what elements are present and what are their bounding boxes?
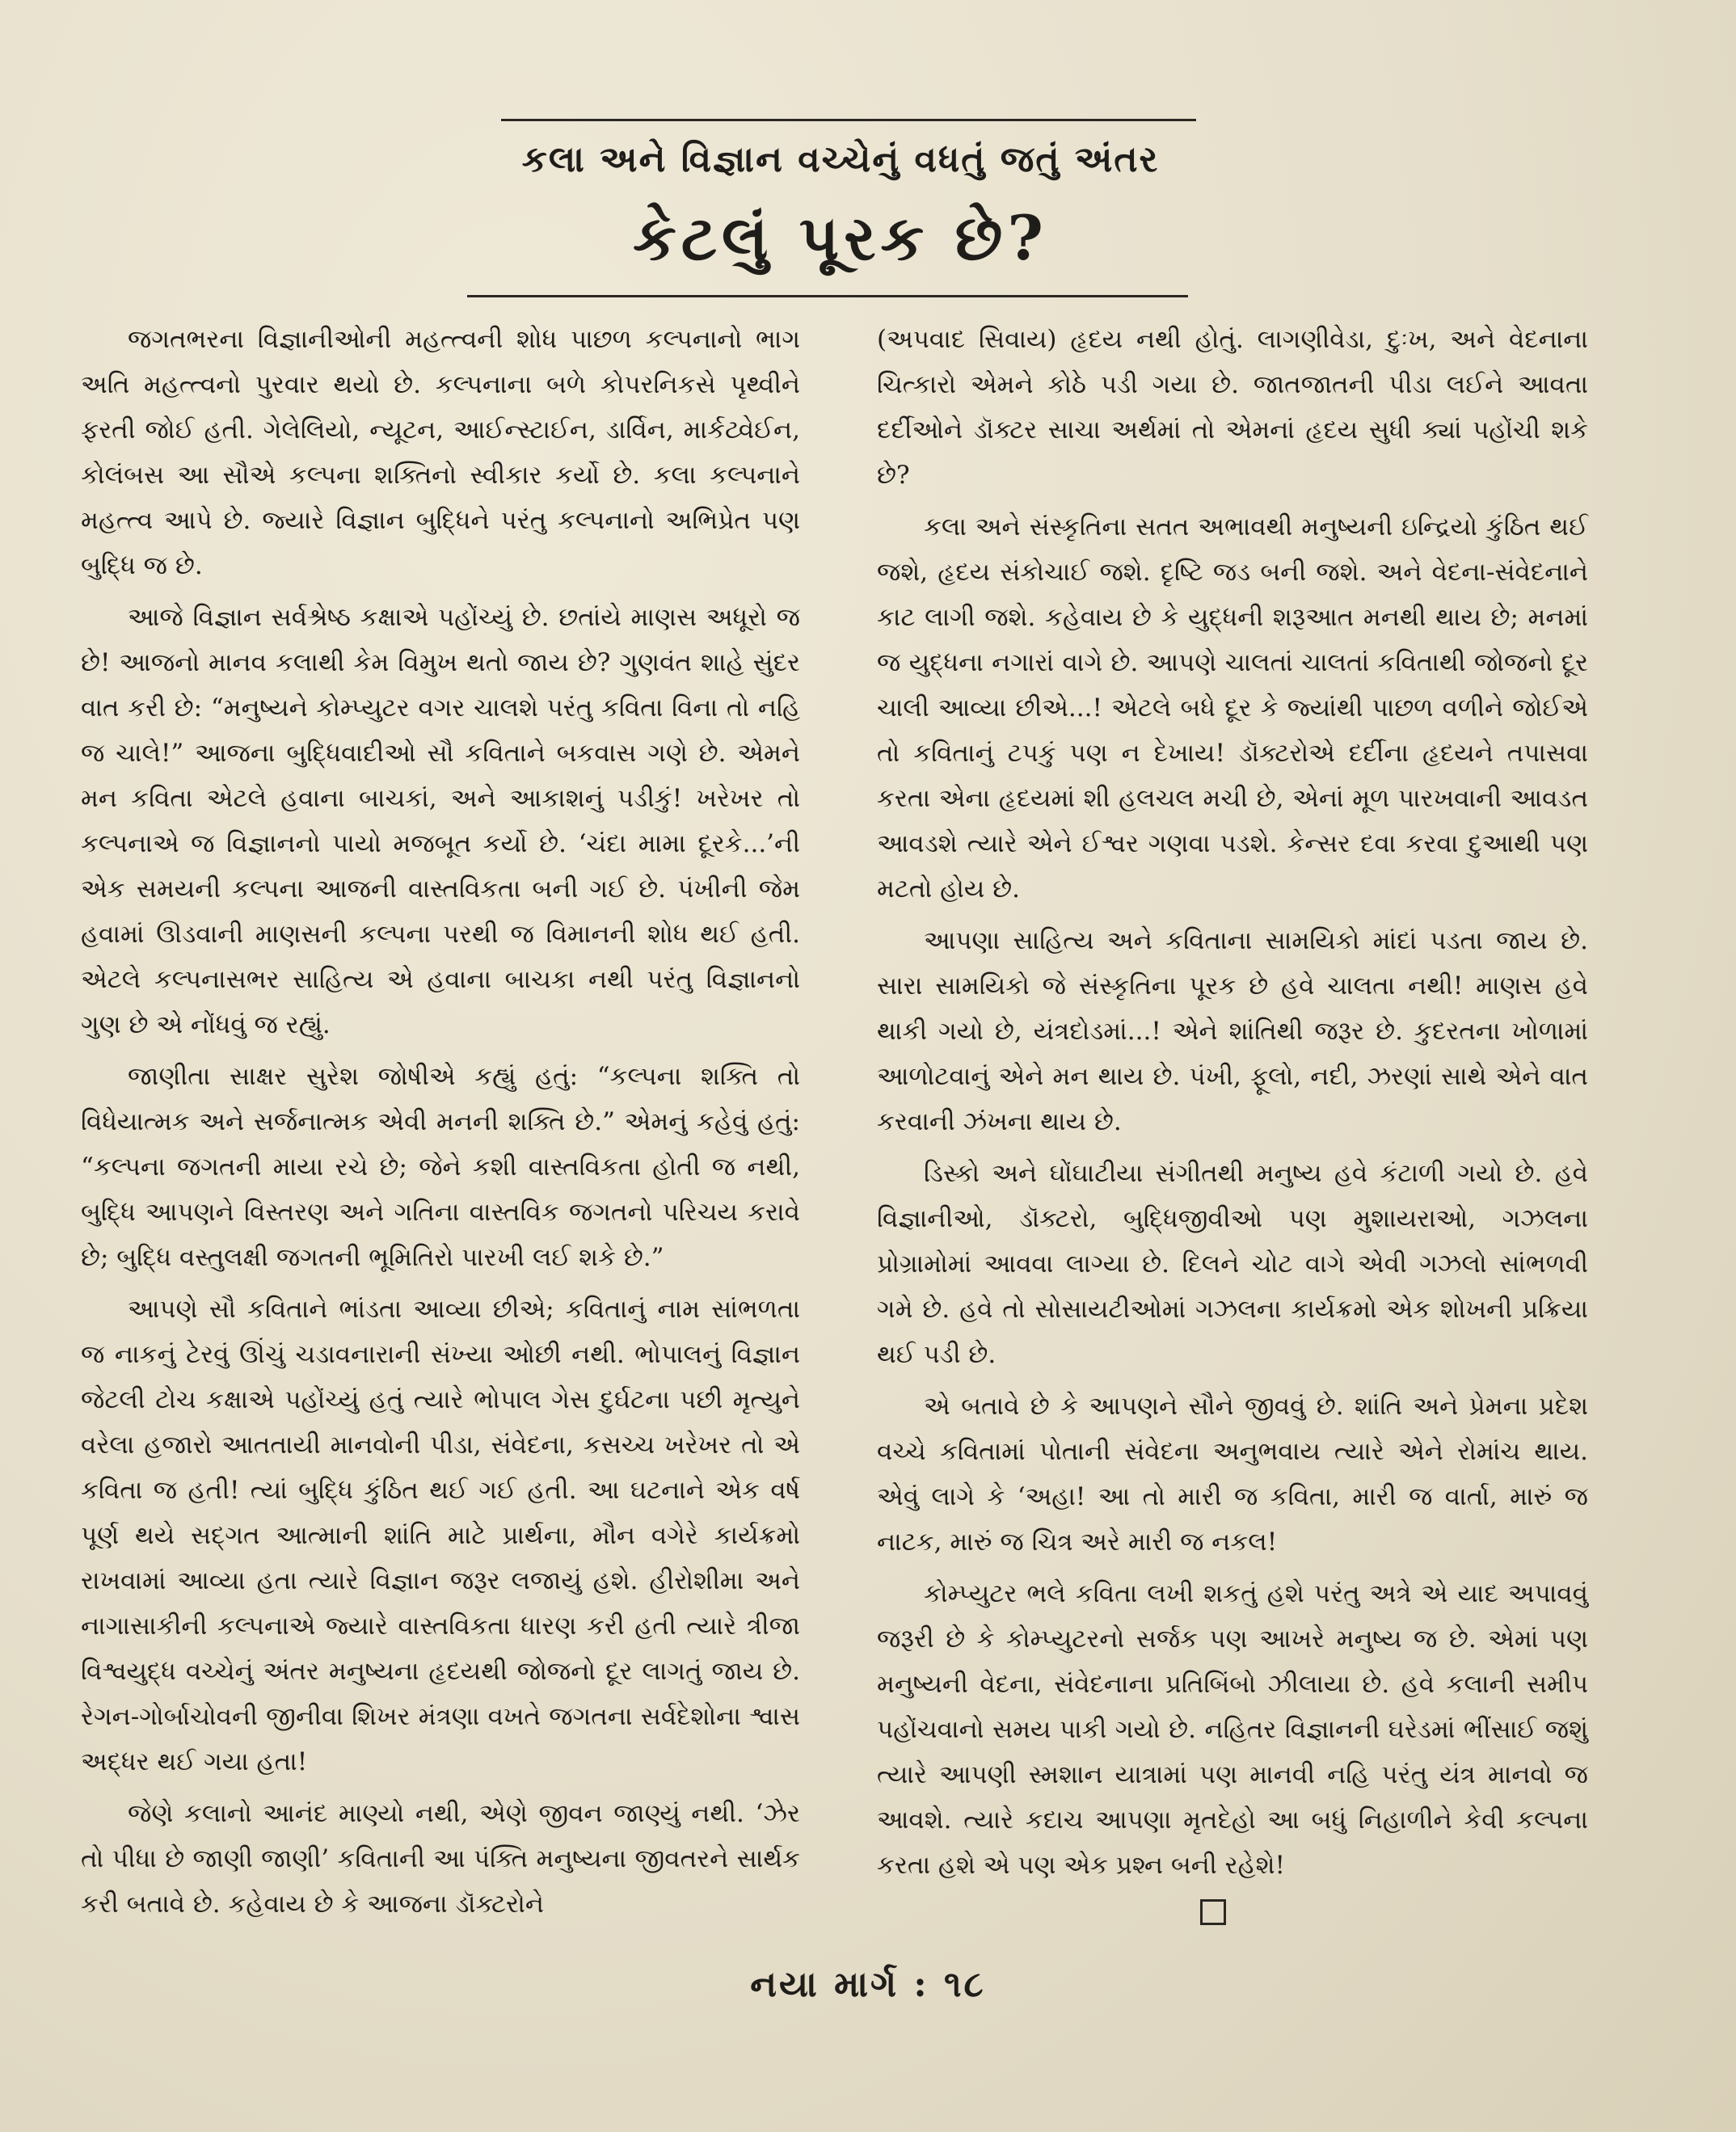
paragraph: ડિસ્કો અને ઘોંઘાટીયા સંગીતથી મનુષ્ય હવે કંટાળી ગયો છે. હવે વિજ્ઞાનીઓ, ડૉક્ટરો, બુદ્ધિજીવીઓ પણ મુશાયરાઓ, ગઝલના પ્રોગ્રામોમાં આવવા લાગ્યા છે. દિલને ચોટ વાગે એવી ગઝલો સાંભળવી ગમે છે. હવે તો સોસાયટીઓમાં ગઝલના કાર્યક્રમો એક શોખની પ્રક્રિયા થઈ પડી છે. <box>877 1159 1588 1369</box>
page-footer: નયા માર્ગ : ૧૮ <box>750 1964 986 2005</box>
paragraph: આજે વિજ્ઞાન સર્વશ્રેષ્ઠ કક્ષાએ પહોંચ્યું છે. છતાંયે માણસ અધૂરો જ છે! આજનો માનવ કલાથી કેમ વિમુખ થતો જાય છે? ગુણવંત શાહે સુંદર વાત કરી છે: “મનુષ્યને કોમ્પ્યુટર વગર ચાલશે પરંતુ કવિતા વિના તો નહિ જ ચાલે!” આજના બુદ્ધિવાદીઓ સૌ કવિતાને બકવાસ ગણે છે. એમને મન કવિતા એટલે હવાના બાચકાં, અને આકાશનું પડીકું! ખરેખર તો કલ્પનાએ જ વિજ્ઞાનનો પાયો મજબૂત કર્યો છે. ‘ચંદા મામા દૂરકે...’ની એક સમયની કલ્પના આજની વાસ્તવિકતા બની ગઈ છે. પંખીની જેમ હવામાં ઊડવાની માણસની કલ્પના પરથી જ વિમાનની શોધ થઈ હતી. એટલે કલ્પનાસભર સાહિત્ય એ હવાના બાચકા નથી પરંતુ વિજ્ઞાનનો ગુણ છે એ નોંધવું જ રહ્યું. <box>81 603 800 1039</box>
left-column <box>81 317 800 1933</box>
paragraph: કોમ્પ્યુટર ભલે કવિતા લખી શકતું હશે પરંતુ અત્રે એ યાદ અપાવવું જરૂરી છે કે કોમ્પ્યુટરનો સર્જક પણ આખરે મનુષ્ય જ છે. એમાં પણ મનુષ્યની વેદના, સંવેદનાના પ્રતિબિંબો ઝીલાયા છે. હવે કલાની સમીપ પહોંચવાનો સમય પાકી ગયો છે. નહિતર વિજ્ઞાનની ઘરેડમાં ભીંસાઈ જશું ત્યારે આપણી સ્મશાન યાત્રામાં પણ માનવી નહિ પરંતુ યંત્ર માનવો જ આવશે. ત્યારે કદાચ આપણા મૃતદેહો આ બધું નિહાળીને કેવી કલ્પના કરતા હશે એ પણ એક પ્રશ્ન બની રહેશે! <box>877 1579 1588 1880</box>
paragraph: જાણીતા સાક્ષર સુરેશ જોષીએ કહ્યું હતું: “કલ્પના શક્તિ તો વિધેયાત્મક અને સર્જનાત્મક એવી મનની શક્તિ છે.” એમનું કહેવું હતું: “કલ્પના જગતની માયા રચે છે; જેને કશી વાસ્તવિકતા હોતી જ નથી, બુદ્ધિ આપણને વિસ્તરણ અને ગતિના વાસ્તવિક જગતનો પરિચય કરાવે છે; બુદ્ધિ વસ્તુલક્ષી જગતની ભૂમિતિરો પારખી લઈ શકે છે.” <box>81 1062 800 1272</box>
article-kicker: કલા અને વિજ્ઞાન વચ્ચેનું વધતું જતું અંતર <box>521 139 1160 180</box>
paragraph: જગતભરના વિજ્ઞાનીઓની મહત્ત્વની શોધ પાછળ કલ્પનાનો ભાગ અતિ મહત્ત્વનો પુરવાર થયો છે. કલ્પનાના બળે કોપરનિકસે પૃથ્વીને ફરતી જોઈ હતી. ગેલેલિયો, ન્યૂટન, આઈન્સ્ટાઈન, ડાર્વિન, માર્કટ્વેઈન, કોલંબસ આ સૌએ કલ્પના શક્તિનો સ્વીકાર કર્યો છે. કલા કલ્પનાને મહત્ત્વ આપે છે. જ્યારે વિજ્ઞાન બુદ્ધિને પરંતુ કલ્પનાનો અભિપ્રેત પણ બુદ્ધિ જ છે. <box>81 325 800 580</box>
paragraph: કલા અને સંસ્કૃતિના સતત અભાવથી મનુષ્યની ઇન્દ્રિયો કુંઠિત થઈ જશે, હૃદય સંકોચાઈ જશે. દૃષ્ટિ જડ બની જશે. અને વેદના-સંવેદનાને કાટ લાગી જશે. કહેવાય છે કે યુદ્ધની શરૂઆત મનથી થાય છે; મનમાં જ યુદ્ધના નગારાં વાગે છે. આપણે ચાલતાં ચાલતાં કવિતાથી જોજનો દૂર ચાલી આવ્યા છીએ...! એટલે બધે દૂર કે જ્યાંથી પાછળ વળીને જોઈએ તો કવિતાનું ટપકું પણ ન દેખાય! ડૉક્ટરોએ દર્દીના હૃદયને તપાસવા કરતા એના હૃદયમાં શી હલચલ મચી છે, એનાં મૂળ પારખવાની આવડત આવડશે ત્યારે એને ઈશ્વર ગણવા પડશે. કેન્સર દવા કરવા દુઆથી પણ મટતો હોય છે. <box>877 512 1588 904</box>
right-column <box>877 317 1588 1925</box>
paragraph: (અપવાદ સિવાય) હૃદય નથી હોતું. લાગણીવેડા, દુઃખ, અને વેદનાના ચિત્કારો એમને કોઠે પડી ગયા છે. જાતજાતની પીડા લઈને આવતા દર્દીઓને ડૉક્ટર સાચા અર્થમાં તો એમનાં હૃદય સુધી ક્યાં પહોંચી શકે છે? <box>877 325 1588 490</box>
paragraph: આપણા સાહિત્ય અને કવિતાના સામયિકો માંદાં પડતા જાય છે. સારા સામયિકો જે સંસ્કૃતિના પૂરક છે હવે ચાલતા નથી! માણસ હવે થાકી ગયો છે, યંત્રદોડમાં...! એને શાંતિથી જરૂર છે. કુદરતના ખોળામાં આળોટવાનું એને મન થાય છે. પંખી, ફૂલો, નદી, ઝરણાં સાથે એને વાત કરવાની ઝંખના થાય છે. <box>877 926 1588 1136</box>
paragraph: જેણે કલાનો આનંદ માણ્યો નથી, એણે જીવન જાણ્યું નથી. ‘ઝેર તો પીધા છે જાણી જાણી’ કવિતાની આ પંક્તિ મનુષ્યના જીવતરને સાર્થક કરી બતાવે છે. કહેવાય છે કે આજના ડૉક્ટરોને <box>81 1799 800 1919</box>
top-rule <box>501 119 1196 121</box>
paragraph: આપણે સૌ કવિતાને ભાંડતા આવ્યા છીએ; કવિતાનું નામ સાંભળતા જ નાકનું ટેરવું ઊંચું ચડાવનારાની સંખ્યા ઓછી નથી. ભોપાલનું વિજ્ઞાન જેટલી ટોચ કક્ષાએ પહોંચ્યું હતું ત્યારે ભોપાલ ગેસ દુર્ઘટના પછી મૃત્યુને વરેલા હજારો આતતાયી માનવોની પીડા, સંવેદના, કસચ્ચ ખરેખર તો એ કવિતા જ હતી! ત્યાં બુદ્ધિ કુંઠિત થઈ ગઈ હતી. આ ઘટનાને એક વર્ષ પૂર્ણ થયે સદ્ગત આત્માની શાંતિ માટે પ્રાર્થના, મૌન વગેરે કાર્યક્રમો રાખવામાં આવ્યા હતા ત્યારે વિજ્ઞાન જરૂર લજાયું હશે. હીરોશીમા અને નાગાસાકીની કલ્પનાએ જ્યારે વાસ્તવિકતા ધારણ કરી હતી ત્યારે ત્રીજા વિશ્વયુદ્ધ વચ્ચેનું અંતર મનુષ્યના હૃદયથી જોજનો દૂર લાગતું જાય છે. રેગન-ગોર્બાચોવની જીનીવા શિખર મંત્રણા વખતે જગતના સર્વદેશોના શ્વાસ અદ્ધર થઈ ગયા હતા! <box>81 1295 800 1776</box>
headline-rule <box>467 295 1188 297</box>
end-of-article-box-icon <box>1200 1899 1226 1925</box>
article-headline: કેટલું પૂરક છે? <box>633 202 1048 274</box>
paragraph: એ બતાવે છે કે આપણને સૌને જીવવું છે. શાંતિ અને પ્રેમના પ્રદેશ વચ્ચે કવિતામાં પોતાની સંવેદના અનુભવાય ત્યારે એને રોમાંચ થાય. એવું લાગે કે ‘અહા! આ તો મારી જ કવિતા, મારી જ વાર્તા, મારું જ નાટક, મારું જ ચિત્ર અરે મારી જ નકલ! <box>877 1392 1588 1557</box>
